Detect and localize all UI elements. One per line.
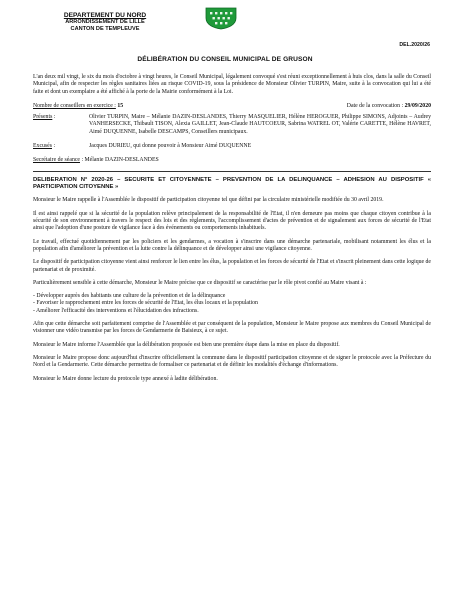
objective-item: - Favoriser le rapprochement entre les forces de sécurité de l'Etat, les élus locaux et la population xyxy=(33,300,258,307)
session-secretary: Secrétaire de séance : Mélanie DAZIN-DESLANDES xyxy=(33,157,159,164)
excused-list: Jacques DURIEU, qui donne pouvoir à Monsieur Aimé DUQUENNE xyxy=(89,143,252,150)
canton-line: CANTON DE TEMPLEUVE xyxy=(70,26,140,33)
convocation-date-value: 29/09/2020 xyxy=(404,102,431,109)
deliberation-paragraph-6: Afin que cette démarche soit parfaitement comprise de l'Assemblée et par conséquent de la population, Monsieur le Maire propose aux membres du Conseil Municipal de visionner une vidéo transmise par les forces de Gendarmerie de Baisieux, à ce sujet. xyxy=(33,321,431,335)
deliberation-heading: DELIBERATION N° 2020-26 – SECURITE ET CITOYENNETE – PREVENTION DE LA DELINQUANCE – ADHESION AU DISPOSITIF « PARTICIPATION CITOYENNE » xyxy=(33,176,431,191)
members-count-label: Nombre de conseillers en exercice : xyxy=(33,102,116,109)
excused-members: Excusés : Jacques DURIEU, qui donne pouvoir à Monsieur Aimé DUQUENNE xyxy=(33,143,252,150)
secretary-label: Secrétaire de séance xyxy=(33,157,80,164)
department-line: DEPARTEMENT DU NORD xyxy=(63,12,147,19)
convocation-date-label: Date de la convocation : xyxy=(346,102,404,109)
document-body xyxy=(33,74,431,389)
objective-item: - Développer auprès des habitants une culture de la prévention et de la délinquance xyxy=(33,293,226,300)
session-counts xyxy=(33,103,431,110)
deliberation-paragraph-9: Monsieur le Maire donne lecture du protocole type annexé à ladite délibération. xyxy=(33,375,218,382)
administrative-header xyxy=(40,12,170,34)
deliberation-paragraph-7: Monsieur le Maire informe l'Assemblée que la délibération proposée est bien une première étape dans la mise en place du dispositif. xyxy=(33,341,340,348)
deliberation-paragraph-4: Le dispositif de participation citoyenne vient ainsi renforcer le lien entre les élus, la population et les forces de sécurité de l'Etat et s'inscrit pleinement dans cette logique de partenariat et de proximité. xyxy=(33,259,431,273)
objective-item: - Améliorer l'efficacité des interventions et l'élucidation des infractions. xyxy=(33,307,199,314)
deliberation-paragraph-8: Monsieur le Maire propose donc aujourd'hui d'inscrire officiellement la commune dans le dispositif participation citoyenne et de signer le protocole avec la Préfecture du Nord et la Gendarmerie. Cette démarche permettra de formaliser ce partenariat et de définir les modalités d'échange d'informations. xyxy=(33,354,431,369)
deliberation-paragraph-3: Le travail, effectué quotidiennement par les policiers et les gendarmes, a vocation à s'inscrire dans une démarche partenariale, mobilisant notamment les élus et la population afin d'améliorer la prévention et la lutte contre la délinquance et de développer ainsi une vigilance citoyenne. xyxy=(33,238,431,252)
present-list: Olivier TURPIN, Maire – Mélanie DAZIN-DESLANDES, Thierry MASQUELIER, Hélène HEROGUER, Philippe SIMONS, Adjoints – Audrey VANHERSECKE, Thibault TISON, Alexia GAILLET, Jean-Claude HAUTCOEUR, Sabrina WATREL OT, Valérie CARETTE, Hélène HAVRET, Aimé DUQUENNE, Isabelle DESCAMPS, Conseillers municipaux. xyxy=(89,114,431,135)
deliberation-reference: DEL.2020/26 xyxy=(399,42,430,48)
members-count xyxy=(33,103,123,110)
section-divider xyxy=(33,171,431,172)
excused-label: Excusés xyxy=(33,143,52,150)
deliberation-paragraph-5: Particulièrement sensible à cette démarche, Monsieur le Maire précise que ce dispositif se caractérise par le rôle pivot confié au Maire visant à : xyxy=(33,279,367,286)
intro-paragraph: L'an deux mil vingt, le six du mois d'octobre à vingt heures, le Conseil Municipal, légalement convoqué s'est réuni exceptionnellement à huis clos, dans la salle du Conseil Municipal, afin de respecter les règles sanitaires liées au risque COVID-19, sous la présidence de Monsieur Olivier TURPIN, Maire, suite à la convocation qui lui a été faite et dont un exemplaire a été affiché à la porte de la Mairie conformément à la Loi. xyxy=(33,74,431,95)
objectives-list xyxy=(33,293,431,315)
present-members: Présents : Olivier TURPIN, Maire – Mélanie DAZIN-DESLANDES, Thierry MASQUELIER, Hélène HEROGUER, Philippe SIMONS, Adjoints – Audrey VANHERSECKE, Thibault TISON, Alexia GAILLET, Jean-Claude HAUTCOEUR, Sabrina WATREL OT, Valérie CARETTE, Hélène HAVRET, Aimé DUQUENNE, Isabelle DESCAMPS, Conseillers municipaux. xyxy=(33,114,431,135)
present-label: Présents xyxy=(33,114,53,121)
members-count-value: 15 xyxy=(117,102,124,109)
arrondissement-line: ARRONDISSEMENT DE LILLE xyxy=(65,19,145,26)
deliberation-paragraph-2: Il est ainsi rappelé que si la sécurité de la population relève principalement de la responsabilité de l'Etat, il n'en demeure pas moins que chaque citoyen contribue à la sécurité de son environnement à travers le respect des lois et des règlements, l'accomplissement d'actes de prévention et de signalement aux forces de sécurité de l'Etat ainsi que l'adoption d'une posture de vigilance face à des événements ou comportements inhabituels. xyxy=(33,210,431,232)
municipal-crest-icon xyxy=(202,6,240,30)
page-title: DÉLIBÉRATION DU CONSEIL MUNICIPAL DE GRUSON xyxy=(137,56,313,63)
deliberation-paragraph-1: Monsieur le Maire rappelle à l'Assemblée le dispositif de participation citoyenne tel que défini par la circulaire ministérielle modifiée du 30 avril 2019. xyxy=(33,197,384,204)
convocation-date xyxy=(347,103,431,110)
secretary-name: Mélanie DAZIN-DESLANDES xyxy=(84,157,159,164)
